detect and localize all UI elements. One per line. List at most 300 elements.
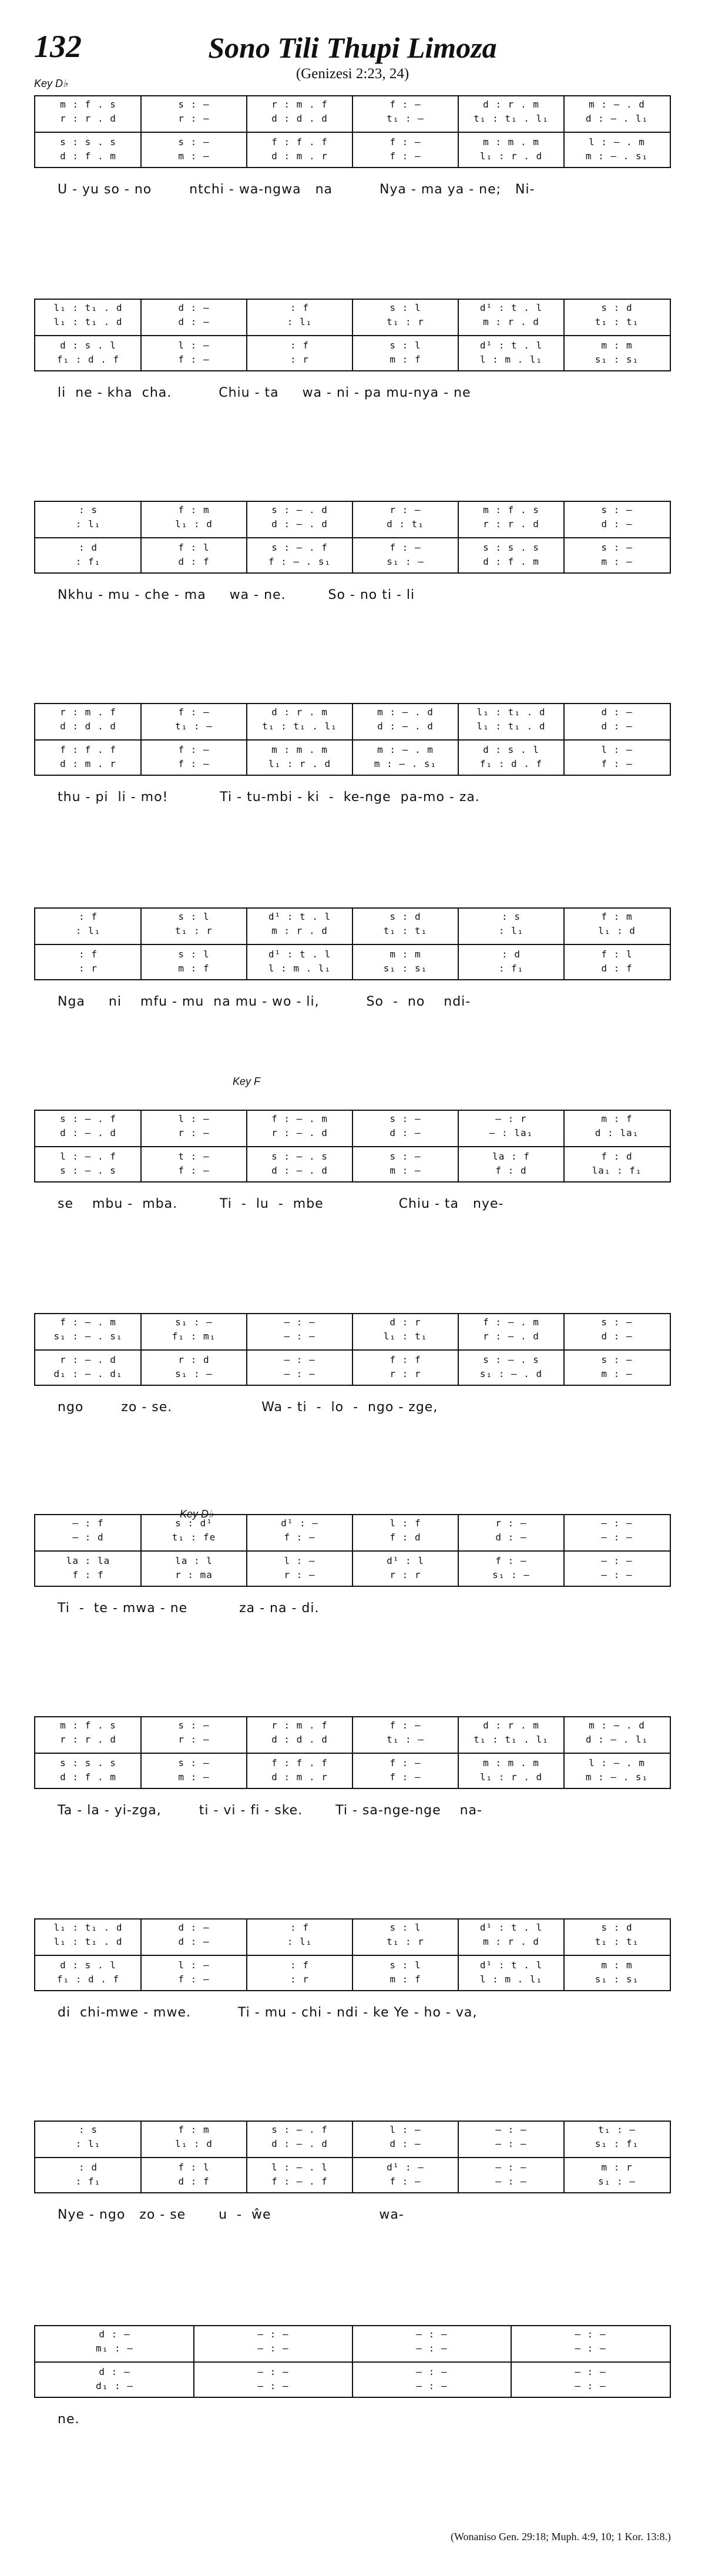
- tenor-line: s : l: [178, 949, 210, 960]
- bass-line: r : —: [284, 1569, 315, 1580]
- bass-line: f : — . s₁: [268, 556, 331, 567]
- barline: [511, 2326, 512, 2397]
- bass-line: f₁ : d . f: [56, 1974, 120, 1985]
- bass-line: m : —: [178, 150, 210, 162]
- barline: [458, 704, 459, 775]
- music-system: [34, 1514, 671, 1587]
- barline: [140, 2122, 142, 2192]
- alto-line: d : — . d: [271, 518, 328, 530]
- bass-line: s₁ : —: [492, 1569, 530, 1580]
- barline: [563, 96, 565, 167]
- alto-line: r : — . d: [483, 1331, 539, 1342]
- bass-line: d : f: [178, 556, 210, 567]
- measure: [35, 502, 141, 572]
- soprano-line: t₁ : —: [598, 2124, 636, 2135]
- alto-line: d : —: [495, 1532, 527, 1543]
- tenor-line: f : f: [390, 1354, 421, 1365]
- measure: [141, 704, 247, 775]
- measure: [35, 1920, 141, 1990]
- soprano-line: d¹ : t . l: [268, 911, 331, 922]
- tenor-line: f : f . f: [60, 744, 116, 755]
- measure: [352, 909, 458, 979]
- barline: [246, 1920, 247, 1990]
- soprano-line: s : d: [390, 911, 421, 922]
- bass-line: s₁ : s₁: [595, 1974, 639, 1985]
- tenor-line: la : la: [66, 1555, 110, 1566]
- soprano-line: s : — . f: [60, 1113, 116, 1124]
- measure: [247, 1717, 352, 1788]
- measure: [564, 502, 670, 572]
- barline: [563, 300, 565, 370]
- bass-line: d : f . m: [60, 1771, 116, 1783]
- alto-line: r : r . d: [483, 518, 539, 530]
- barline: [458, 1717, 459, 1788]
- tenor-line: r : — . d: [60, 1354, 116, 1365]
- measure: [458, 909, 564, 979]
- alto-line: — : —: [284, 1331, 315, 1342]
- tenor-line: m : r: [601, 2162, 633, 2173]
- barline: [246, 909, 247, 979]
- barline: [246, 1717, 247, 1788]
- soprano-line: — : —: [495, 2124, 527, 2135]
- soprano-line: f : m: [601, 911, 633, 922]
- tenor-line: m : — . m: [377, 744, 434, 755]
- key-signature: Key D♭: [34, 78, 68, 89]
- measure: [564, 96, 670, 167]
- tenor-line: — : —: [416, 2366, 448, 2377]
- tenor-line: l : — . m: [589, 136, 645, 148]
- barline: [563, 502, 565, 572]
- measure: [564, 2122, 670, 2192]
- tenor-line: — : —: [575, 2366, 606, 2377]
- measure: [458, 502, 564, 572]
- soprano-line: d : —: [178, 302, 210, 313]
- music-system: [34, 299, 671, 371]
- barline: [352, 300, 353, 370]
- bass-line: m : —: [178, 1771, 210, 1783]
- barline: [458, 502, 459, 572]
- alto-line: d : —: [390, 2138, 421, 2149]
- barline: [246, 1111, 247, 1181]
- bass-line: s₁ : — . d: [479, 1368, 543, 1379]
- soprano-line: d¹ : t . l: [479, 302, 543, 313]
- bass-line: : f₁: [498, 963, 524, 974]
- tenor-line: d¹ : t . l: [479, 340, 543, 351]
- tenor-line: l : — . m: [589, 1757, 645, 1768]
- soprano-line: m : — . d: [377, 706, 434, 718]
- barline: [352, 909, 353, 979]
- measure: [35, 1717, 141, 1788]
- barline: [140, 96, 142, 167]
- measure: [352, 300, 458, 370]
- bass-line: — : —: [284, 1368, 315, 1379]
- measure: [352, 1920, 458, 1990]
- alto-line: s₁ : — . s₁: [53, 1331, 123, 1342]
- soprano-line: r : m . f: [60, 706, 116, 718]
- alto-line: : l₁: [287, 1936, 313, 1947]
- bass-line: — : —: [575, 2380, 606, 2391]
- bass-line: f : f: [72, 1569, 104, 1580]
- alto-line: m : r . d: [483, 316, 539, 327]
- barline: [352, 502, 353, 572]
- scripture-subtitle: (Genizesi 2:23, 24): [296, 66, 409, 82]
- alto-line: d : — . l₁: [585, 1734, 649, 1745]
- soprano-line: d : —: [178, 1922, 210, 1933]
- measure: [141, 300, 247, 370]
- barline: [458, 2122, 459, 2192]
- alto-line: t₁ : t₁: [595, 316, 639, 327]
- measure: [352, 2122, 458, 2192]
- bass-line: — : —: [495, 2176, 527, 2187]
- music-system: [34, 1716, 671, 1789]
- hymn-number: 132: [34, 29, 82, 64]
- tenor-line: f : f . f: [271, 1757, 328, 1768]
- music-system: [34, 703, 671, 776]
- music-system: [34, 1918, 671, 1991]
- alto-line: t₁ : r: [175, 925, 213, 936]
- soprano-line: m : f: [601, 1113, 633, 1124]
- barline: [352, 1515, 353, 1586]
- alto-line: — : —: [601, 1532, 633, 1543]
- bass-line: s₁ : s₁: [595, 354, 639, 365]
- alto-line: d : —: [390, 1127, 421, 1138]
- barline: [563, 1314, 565, 1385]
- soprano-line: — : r: [495, 1113, 527, 1124]
- alto-line: : l₁: [498, 925, 524, 936]
- tenor-line: : f: [290, 1959, 309, 1971]
- bass-line: f : —: [390, 150, 421, 162]
- measure: [352, 704, 458, 775]
- barline: [140, 1920, 142, 1990]
- bass-line: m : —: [601, 556, 633, 567]
- alto-line: d : — . d: [60, 1127, 116, 1138]
- alto-line: — : —: [416, 2343, 448, 2354]
- bass-line: l₁ : r . d: [479, 1771, 543, 1783]
- soprano-line: s : d: [601, 302, 633, 313]
- soprano-line: f : —: [178, 706, 210, 718]
- tenor-line: d¹ : —: [387, 2162, 424, 2173]
- bass-line: m : —: [601, 1368, 633, 1379]
- alto-line: r : —: [178, 1127, 210, 1138]
- lyric-line: ne.: [58, 2412, 80, 2427]
- lyric-line: U - yu so - no ntchi - wa-ngwa na Nya - ma ya - ne; Ni-: [58, 182, 535, 197]
- tenor-line: — : —: [495, 2162, 527, 2173]
- tenor-line: m : m: [601, 1959, 633, 1971]
- soprano-line: s : — . f: [271, 2124, 328, 2135]
- bass-line: — : —: [257, 2380, 289, 2391]
- soprano-line: l₁ : t₁ . d: [53, 1922, 123, 1933]
- measure: [194, 2326, 352, 2397]
- measure: [141, 96, 247, 167]
- bass-line: s₁ : s₁: [383, 963, 428, 974]
- bass-line: s : — . s: [60, 1165, 116, 1176]
- tenor-line: l : —: [178, 340, 210, 351]
- measure: [35, 1515, 141, 1586]
- tenor-line: f : l: [178, 2162, 210, 2173]
- soprano-line: — : —: [575, 2329, 606, 2340]
- soprano-line: d : —: [99, 2329, 130, 2340]
- tenor-line: la : f: [492, 1151, 530, 1162]
- alto-line: r : r . d: [60, 113, 116, 124]
- alto-line: — : —: [575, 2343, 606, 2354]
- tenor-line: l : — . l: [271, 2162, 328, 2173]
- alto-line: m : r . d: [483, 1936, 539, 1947]
- measure: [564, 1314, 670, 1385]
- measure: [141, 1111, 247, 1181]
- bass-line: f₁ : d . f: [56, 354, 120, 365]
- music-system: [34, 95, 671, 168]
- measure: [352, 1717, 458, 1788]
- soprano-line: s : —: [601, 504, 633, 515]
- barline: [140, 1314, 142, 1385]
- measure: [35, 1111, 141, 1181]
- lyric-line: ngo zo - se. Wa - ti - lo - ngo - zge,: [58, 1400, 438, 1415]
- bass-line: f₁ : d . f: [479, 758, 543, 769]
- bass-line: l : m . l₁: [479, 354, 543, 365]
- measure: [564, 1717, 670, 1788]
- soprano-line: — : —: [257, 2329, 289, 2340]
- soprano-line: s : —: [178, 99, 210, 110]
- tenor-line: d : s . l: [60, 340, 116, 351]
- alto-line: t₁ : t₁ . l₁: [474, 113, 549, 124]
- soprano-line: d : r . m: [483, 1720, 539, 1731]
- alto-line: : l₁: [75, 925, 101, 936]
- lyric-line: Nkhu - mu - che - ma wa - ne. So - no ti - li: [58, 588, 415, 602]
- measure: [458, 300, 564, 370]
- soprano-line: d : r: [390, 1317, 421, 1328]
- alto-line: l₁ : t₁ . d: [476, 721, 546, 732]
- measure: [352, 1314, 458, 1385]
- bass-line: s₁ : —: [387, 556, 424, 567]
- lyric-line: Nga ni mfu - mu na mu - wo - li, So - no ndi-: [58, 994, 471, 1009]
- bass-line: m : f: [390, 1974, 421, 1985]
- bass-line: : r: [290, 354, 309, 365]
- measure: [564, 300, 670, 370]
- measure: [247, 96, 352, 167]
- measure: [247, 502, 352, 572]
- tenor-line: d : s . l: [60, 1959, 116, 1971]
- soprano-line: r : —: [495, 1518, 527, 1529]
- bass-line: d₁ : —: [96, 2380, 133, 2391]
- barline: [352, 1111, 353, 1181]
- soprano-line: l₁ : t₁ . d: [476, 706, 546, 718]
- measure: [247, 300, 352, 370]
- measure: [458, 96, 564, 167]
- alto-line: d : t₁: [387, 518, 424, 530]
- barline: [140, 909, 142, 979]
- measure: [564, 1515, 670, 1586]
- barline: [246, 502, 247, 572]
- alto-line: s₁ : f₁: [595, 2138, 639, 2149]
- measure: [247, 704, 352, 775]
- bass-line: r : r: [390, 1368, 421, 1379]
- soprano-line: : f: [290, 302, 309, 313]
- tenor-line: s : —: [601, 542, 633, 553]
- soprano-line: s : l: [178, 911, 210, 922]
- music-system: [34, 1110, 671, 1183]
- alto-line: r : — . d: [271, 1127, 328, 1138]
- scripture-references: (Wonaniso Gen. 29:18; Muph. 4:9, 10; 1 Kor. 13:8.): [450, 2531, 671, 2542]
- soprano-line: l₁ : t₁ . d: [53, 302, 123, 313]
- measure: [141, 1314, 247, 1385]
- tenor-line: s : s . s: [60, 1757, 116, 1768]
- measure: [35, 2122, 141, 2192]
- barline: [458, 1920, 459, 1990]
- bass-line: d : f: [601, 963, 633, 974]
- tenor-line: m : m: [390, 949, 421, 960]
- alto-line: t₁ : —: [387, 1734, 424, 1745]
- soprano-line: m : — . d: [589, 1720, 645, 1731]
- bass-line: d : m . r: [271, 150, 328, 162]
- bass-line: l : m . l₁: [268, 963, 331, 974]
- music-system: [34, 1313, 671, 1386]
- measure: [141, 909, 247, 979]
- tenor-line: s : —: [178, 136, 210, 148]
- alto-line: d : d . d: [60, 721, 116, 732]
- measure: [247, 1111, 352, 1181]
- soprano-line: d¹ : t . l: [479, 1922, 543, 1933]
- alto-line: t₁ : t₁ . l₁: [474, 1734, 549, 1745]
- alto-line: m₁ : —: [96, 2343, 133, 2354]
- barline: [352, 2122, 353, 2192]
- bass-line: : r: [290, 1974, 309, 1985]
- barline: [246, 2122, 247, 2192]
- measure: [352, 1515, 458, 1586]
- tenor-line: — : —: [257, 2366, 289, 2377]
- music-system: [34, 2325, 671, 2398]
- measure: [141, 1717, 247, 1788]
- soprano-line: m : f . s: [60, 1720, 116, 1731]
- alto-line: — : —: [495, 2138, 527, 2149]
- bass-line: : f₁: [75, 556, 101, 567]
- tenor-line: s : s . s: [483, 542, 539, 553]
- tenor-line: : d: [79, 542, 98, 553]
- measure: [564, 1111, 670, 1181]
- barline: [246, 704, 247, 775]
- bass-line: d : f: [178, 2176, 210, 2187]
- alto-line: t₁ : —: [175, 721, 213, 732]
- measure: [247, 909, 352, 979]
- measure: [564, 909, 670, 979]
- bass-line: d : m . r: [60, 758, 116, 769]
- soprano-line: f : — . m: [60, 1317, 116, 1328]
- measure: [141, 502, 247, 572]
- measure: [564, 1920, 670, 1990]
- music-system: [34, 501, 671, 574]
- bass-line: f : —: [178, 354, 210, 365]
- soprano-line: s : —: [601, 1317, 633, 1328]
- soprano-line: s : d¹: [175, 1518, 213, 1529]
- bass-line: m : — . s₁: [374, 758, 437, 769]
- measure: [511, 2326, 670, 2397]
- key-signature: Key F: [233, 1076, 261, 1087]
- bass-line: m : f: [178, 963, 210, 974]
- bass-line: : r: [79, 963, 98, 974]
- bass-line: l₁ : r . d: [479, 150, 543, 162]
- tenor-line: l : —: [601, 744, 633, 755]
- alto-line: f : —: [284, 1532, 315, 1543]
- tenor-line: f : —: [390, 542, 421, 553]
- soprano-line: f : m: [178, 2124, 210, 2135]
- soprano-line: f : —: [390, 99, 421, 110]
- tenor-line: l : —: [284, 1555, 315, 1566]
- bass-line: m : —: [390, 1165, 421, 1176]
- measure: [458, 704, 564, 775]
- barline: [563, 1515, 565, 1586]
- bass-line: la₁ : f₁: [592, 1165, 642, 1176]
- soprano-line: m : — . d: [589, 99, 645, 110]
- bass-line: — : —: [601, 1569, 633, 1580]
- tenor-line: m : m: [601, 340, 633, 351]
- tenor-line: r : d: [178, 1354, 210, 1365]
- barline: [140, 300, 142, 370]
- soprano-line: — : —: [416, 2329, 448, 2340]
- alto-line: t₁ : t₁: [595, 1936, 639, 1947]
- alto-line: l₁ : d: [598, 925, 636, 936]
- barline: [352, 1314, 353, 1385]
- soprano-line: s : l: [390, 1922, 421, 1933]
- tenor-line: s : s . s: [60, 136, 116, 148]
- tenor-line: f : l: [178, 542, 210, 553]
- measure: [247, 1920, 352, 1990]
- measure: [247, 1314, 352, 1385]
- tenor-line: : d: [79, 2162, 98, 2173]
- music-system: [34, 907, 671, 980]
- alto-line: t₁ : r: [387, 1936, 424, 1947]
- barline: [140, 1515, 142, 1586]
- measure: [458, 1515, 564, 1586]
- soprano-line: d : r . m: [483, 99, 539, 110]
- alto-line: m : r . d: [271, 925, 328, 936]
- barline: [352, 96, 353, 167]
- tenor-line: f : —: [495, 1555, 527, 1566]
- tenor-line: m : m . m: [483, 136, 539, 148]
- bass-line: d : f . m: [60, 150, 116, 162]
- measure: [352, 2326, 511, 2397]
- tenor-line: d : s . l: [483, 744, 539, 755]
- tenor-line: f : —: [178, 744, 210, 755]
- alto-line: d : —: [178, 1936, 210, 1947]
- tenor-line: s : l: [390, 340, 421, 351]
- measure: [352, 96, 458, 167]
- tenor-line: — : —: [284, 1354, 315, 1365]
- soprano-line: d : r . m: [271, 706, 328, 718]
- measure: [458, 1314, 564, 1385]
- tenor-line: s : —: [601, 1354, 633, 1365]
- measure: [247, 2122, 352, 2192]
- measure: [141, 1920, 247, 1990]
- bass-line: l₁ : r . d: [268, 758, 331, 769]
- alto-line: t₁ : t₁ . l₁: [262, 721, 337, 732]
- tenor-line: m : m . m: [483, 1757, 539, 1768]
- tenor-line: s : — . f: [271, 542, 328, 553]
- lyric-line: li ne - kha cha. Chiu - ta wa - ni - pa mu-nya - ne: [58, 386, 471, 400]
- tenor-line: : f: [79, 949, 98, 960]
- measure: [35, 2326, 194, 2397]
- alto-line: d : — . l₁: [585, 113, 649, 124]
- measure: [141, 2122, 247, 2192]
- soprano-line: : f: [79, 911, 98, 922]
- bass-line: f : —: [178, 1165, 210, 1176]
- tenor-line: la : l: [175, 1555, 213, 1566]
- barline: [246, 1314, 247, 1385]
- barline: [563, 1717, 565, 1788]
- bass-line: f : —: [390, 1771, 421, 1783]
- barline: [140, 1111, 142, 1181]
- alto-line: r : —: [178, 1734, 210, 1745]
- measure: [35, 96, 141, 167]
- soprano-line: d¹ : —: [281, 1518, 318, 1529]
